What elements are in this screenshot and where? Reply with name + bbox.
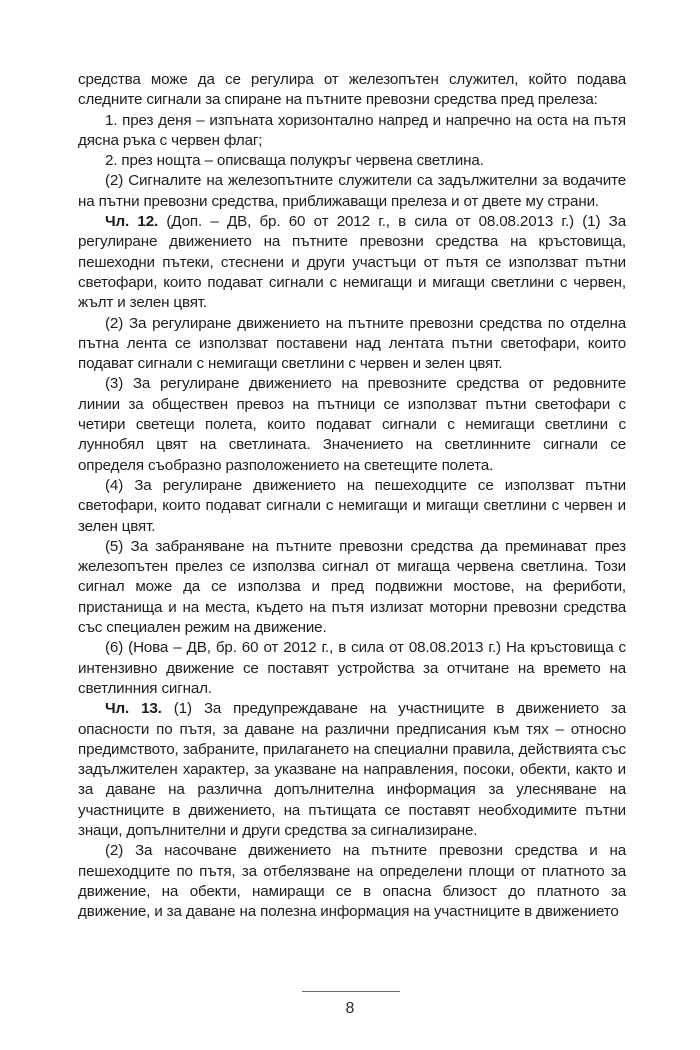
paragraph-12: (2) За насочване движението на пътните превозни средства и на пешеходците по пътя, за отбелязване на определени площи от платното за движение, на обекти, намиращи се в опасна близост до платното за движение, и за даване на полезна информация на участниците в движението (78, 842, 626, 921)
page-number: 8 (345, 1000, 355, 1017)
article-12-heading: Чл. 12. (105, 213, 159, 231)
paragraph-2: 1. през деня – изпъната хоризонтално напред и напречно на оста на пътя дясна ръка с червен флаг; (78, 111, 626, 149)
paragraph-8: (4) За регулиране движението на пешеходците се използват пътни светофари, които подават сигнали с немигащи и мигащи светлини с червен и зелен цвят. (78, 476, 626, 535)
paragraph-3: 2. през нощта – описваща полукръг червена светлина. (105, 152, 484, 170)
article-13-paragraph: Чл. 13. (1) За предупреждаване на участниците в движението за опасности по пътя, за даване на различни предписания към тях – относно предимството, забраните, прилагането на специални правила, действията със задължителен характер, за указване на направления, посоки, обекти, както и за даване на различна допълнителна информация за улесняване на участниците в движението, на пътищата се поставят необходимите пътни знаци, допълнителни и други средства за сигнализиране. (78, 700, 626, 839)
paragraph-9: (5) За забраняване на пътните превозни средства да преминават през железопътен прелез се използва сигнал от мигаща червена светлина. Този сигнал може да се използва и пред подвижни мостове, на фериботи, пристанища и на места, където на пътя излизат моторни превозни средства със специален режим на движение. (78, 537, 626, 637)
footer-rule (302, 991, 400, 992)
document-page (78, 70, 626, 922)
paragraph-4: (2) Сигналите на железопътните служители са задължителни за водачите на пътни превозни средства, приближаващи прелеза и от двете му страни. (78, 172, 626, 210)
paragraph-6: (2) За регулиране движението на пътните превозни средства по отделна пътна лента се използват поставени над лентата пътни светофари, които подават сигнали с немигащи светлини с червен и зелен цвят. (78, 314, 626, 373)
paragraph-7: (3) За регулиране движението на превозните средства от редовните линии за обществен превоз на пътници се използват пътни светофари с четири светещи полета, които подават сигнали с немигащи светлини с луннобял цвят на светлината. Значението на светлинните сигнали се определя съобразно разположението на светещите полета. (78, 375, 626, 474)
article-13-heading: Чл. 13. (105, 700, 162, 718)
article-12-paragraph: Чл. 12. (Доп. – ДВ, бр. 60 от 2012 г., в сила от 08.08.2013 г.) (1) За регулиране движението на пътните превозни средства на кръстовища, пешеходни пътеки, стеснени и други участъци от пътя се използват пътни светофари, които подават сигнали с немигащи и мигащи светлини с червен, жълт и зелен цвят. (78, 213, 626, 312)
paragraph-1: средства може да се регулира от железопътен служител, който подава следните сигнали за спиране на пътните превозни средства пред прелеза: (78, 71, 626, 109)
paragraph-10: (6) (Нова – ДВ, бр. 60 от 2012 г., в сила от 08.08.2013 г.) На кръстовища с интензивно движение се поставят устройства за отчитане на времето на светлинния сигнал. (78, 639, 626, 697)
